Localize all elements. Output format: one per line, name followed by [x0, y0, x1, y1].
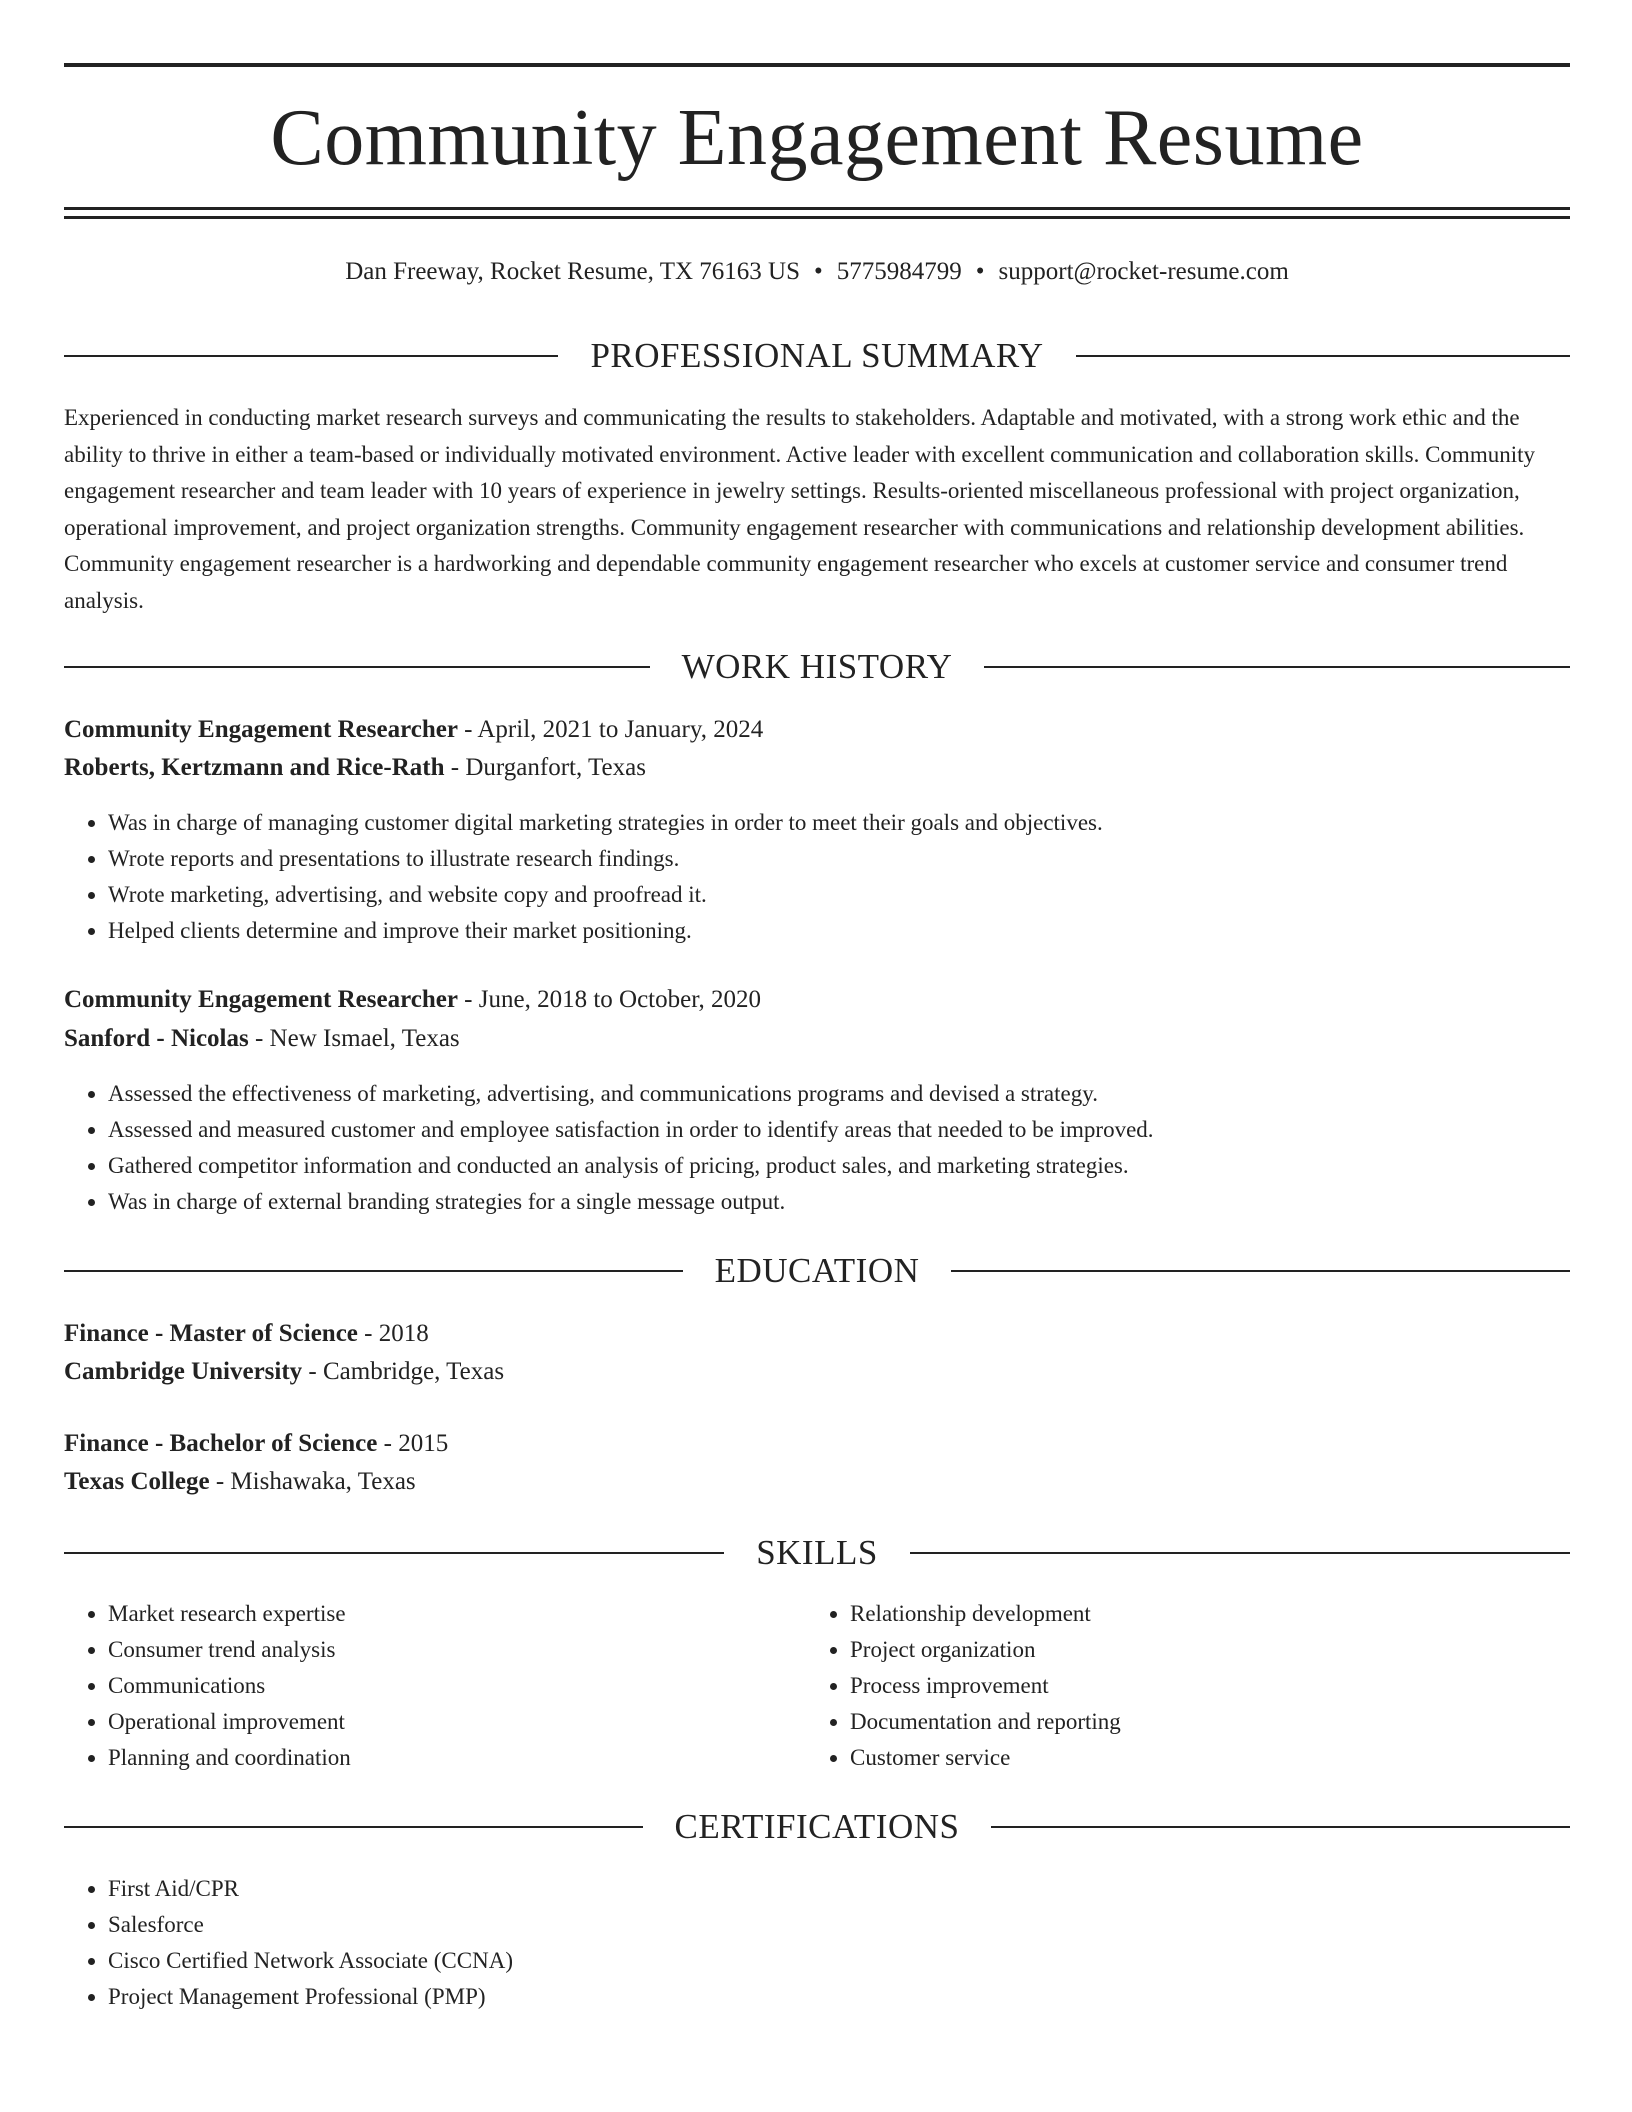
job-title-line: [64, 712, 763, 748]
section-title: EDUCATION: [714, 1251, 920, 1290]
summary-paragraph: Experienced in conducting market research surveys and communicating the results to stakeholders. Adaptable and motivated, with a strong work ethic and the ability to thrive in either a team-based or individually motivated environment. Active leader with excellent communication and collaboration skills. Community engagement researcher and team leader with 10 years of experience in jewelry settings. Results-oriented miscellaneous professional with project organization, operational improvement, and project organization strengths. Community engagement researcher with communications and relationship development abilities. Community engagement researcher is a hardworking and dependable community engagement researcher who excels at customer service and consumer trend analysis.: [64, 405, 1535, 613]
skill-item: • Consumer trend analysis: [108, 1632, 808, 1668]
job-dates: - April, 2021 to January, 2024: [457, 716, 764, 743]
job-company: Sanford - Nicolas: [64, 1025, 249, 1052]
job-bullet: • Gathered competitor information and conducted an analysis of pricing, product sales, and marketing strategies.: [108, 1148, 1154, 1184]
job-bullet: • Was in charge of managing customer digital marketing strategies in order to meet their goals and objectives.: [108, 805, 1103, 841]
section-title: PROFESSIONAL SUMMARY: [590, 336, 1044, 375]
job-company-line: [64, 1021, 460, 1057]
job-location: - Durganfort, Texas: [444, 754, 646, 781]
section-rule: [951, 1270, 1570, 1272]
contact-line: [64, 254, 1570, 290]
skill-item: • Operational improvement: [108, 1704, 808, 1740]
contact-address: Dan Freeway, Rocket Resume, TX 76163 US: [345, 258, 800, 285]
education-school-line: [64, 1464, 416, 1500]
section-header-skills: [64, 1533, 1570, 1573]
skills-list-right: [806, 1596, 1550, 1776]
top-rule: [64, 63, 1570, 67]
section-header-education: [64, 1251, 1570, 1291]
section-rule: [991, 1826, 1570, 1828]
skills-list-left: [64, 1596, 808, 1776]
job-bullet: • Assessed the effectiveness of marketing, advertising, and communications programs and devised a strategy.: [108, 1076, 1154, 1112]
job-bullet: • Assessed and measured customer and employee satisfaction in order to identify areas that needed to be improved.: [108, 1112, 1154, 1148]
certifications-list: [64, 1871, 513, 2015]
contact-separator: •: [813, 258, 823, 285]
job-dates: - June, 2018 to October, 2020: [457, 986, 762, 1013]
job-bullets: [64, 805, 1103, 949]
section-rule: [64, 355, 558, 357]
title-rule-lower: [64, 216, 1570, 219]
certification-item: • First Aid/CPR: [108, 1871, 513, 1907]
section-rule: [984, 666, 1570, 668]
job-bullet: • Was in charge of external branding strategies for a single message output.: [108, 1184, 1154, 1220]
job-bullet: • Helped clients determine and improve their market positioning.: [108, 913, 1103, 949]
section-rule: [910, 1552, 1570, 1554]
skill-item: • Documentation and reporting: [850, 1704, 1550, 1740]
education-location: - Cambridge, Texas: [302, 1358, 505, 1385]
job-bullet: • Wrote marketing, advertising, and website copy and proofread it.: [108, 877, 1103, 913]
section-rule: [64, 1552, 724, 1554]
job-title-line: [64, 982, 761, 1018]
job-company-line: [64, 750, 646, 786]
contact-email: support@rocket-resume.com: [998, 258, 1289, 285]
job-company: Roberts, Kertzmann and Rice-Rath: [64, 754, 445, 781]
section-header-summary: [64, 336, 1570, 376]
skill-item: • Communications: [108, 1668, 808, 1704]
title-rule-upper: [64, 207, 1570, 210]
education-degree-line: [64, 1316, 429, 1352]
skill-item: • Market research expertise: [108, 1596, 808, 1632]
education-degree: Finance - Master of Science: [64, 1320, 358, 1347]
section-rule: [64, 666, 650, 668]
education-school: Texas College: [64, 1468, 210, 1495]
section-header-certifications: [64, 1807, 1570, 1847]
skill-item: • Process improvement: [850, 1668, 1550, 1704]
education-year: - 2018: [357, 1320, 429, 1347]
section-rule: [64, 1270, 683, 1272]
certification-item: • Salesforce: [108, 1907, 513, 1943]
education-degree: Finance - Bachelor of Science: [64, 1430, 378, 1457]
contact-separator: •: [975, 258, 985, 285]
resume-title: Community Engagement Resume: [270, 94, 1364, 182]
job-location: - New Ismael, Texas: [248, 1025, 460, 1052]
skill-item: • Customer service: [850, 1740, 1550, 1776]
contact-phone: 5775984799: [836, 258, 962, 285]
education-year: - 2015: [377, 1430, 449, 1457]
job-bullets: [64, 1076, 1154, 1220]
section-title: WORK HISTORY: [681, 647, 953, 686]
job-bullet: • Wrote reports and presentations to illustrate research findings.: [108, 841, 1103, 877]
education-school-line: [64, 1354, 504, 1390]
section-rule: [64, 1826, 643, 1828]
skill-item: • Planning and coordination: [108, 1740, 808, 1776]
education-school: Cambridge University: [64, 1358, 303, 1385]
skill-item: • Relationship development: [850, 1596, 1550, 1632]
job-title: Community Engagement Researcher: [64, 716, 458, 743]
certification-item: • Project Management Professional (PMP): [108, 1979, 513, 2015]
job-title: Community Engagement Researcher: [64, 986, 458, 1013]
section-title: SKILLS: [756, 1533, 878, 1572]
certification-item: • Cisco Certified Network Associate (CCNA): [108, 1943, 513, 1979]
section-title: CERTIFICATIONS: [674, 1807, 960, 1846]
section-header-work: [64, 647, 1570, 687]
education-location: - Mishawaka, Texas: [209, 1468, 416, 1495]
section-rule: [1076, 355, 1570, 357]
education-degree-line: [64, 1426, 448, 1462]
skill-item: • Project organization: [850, 1632, 1550, 1668]
